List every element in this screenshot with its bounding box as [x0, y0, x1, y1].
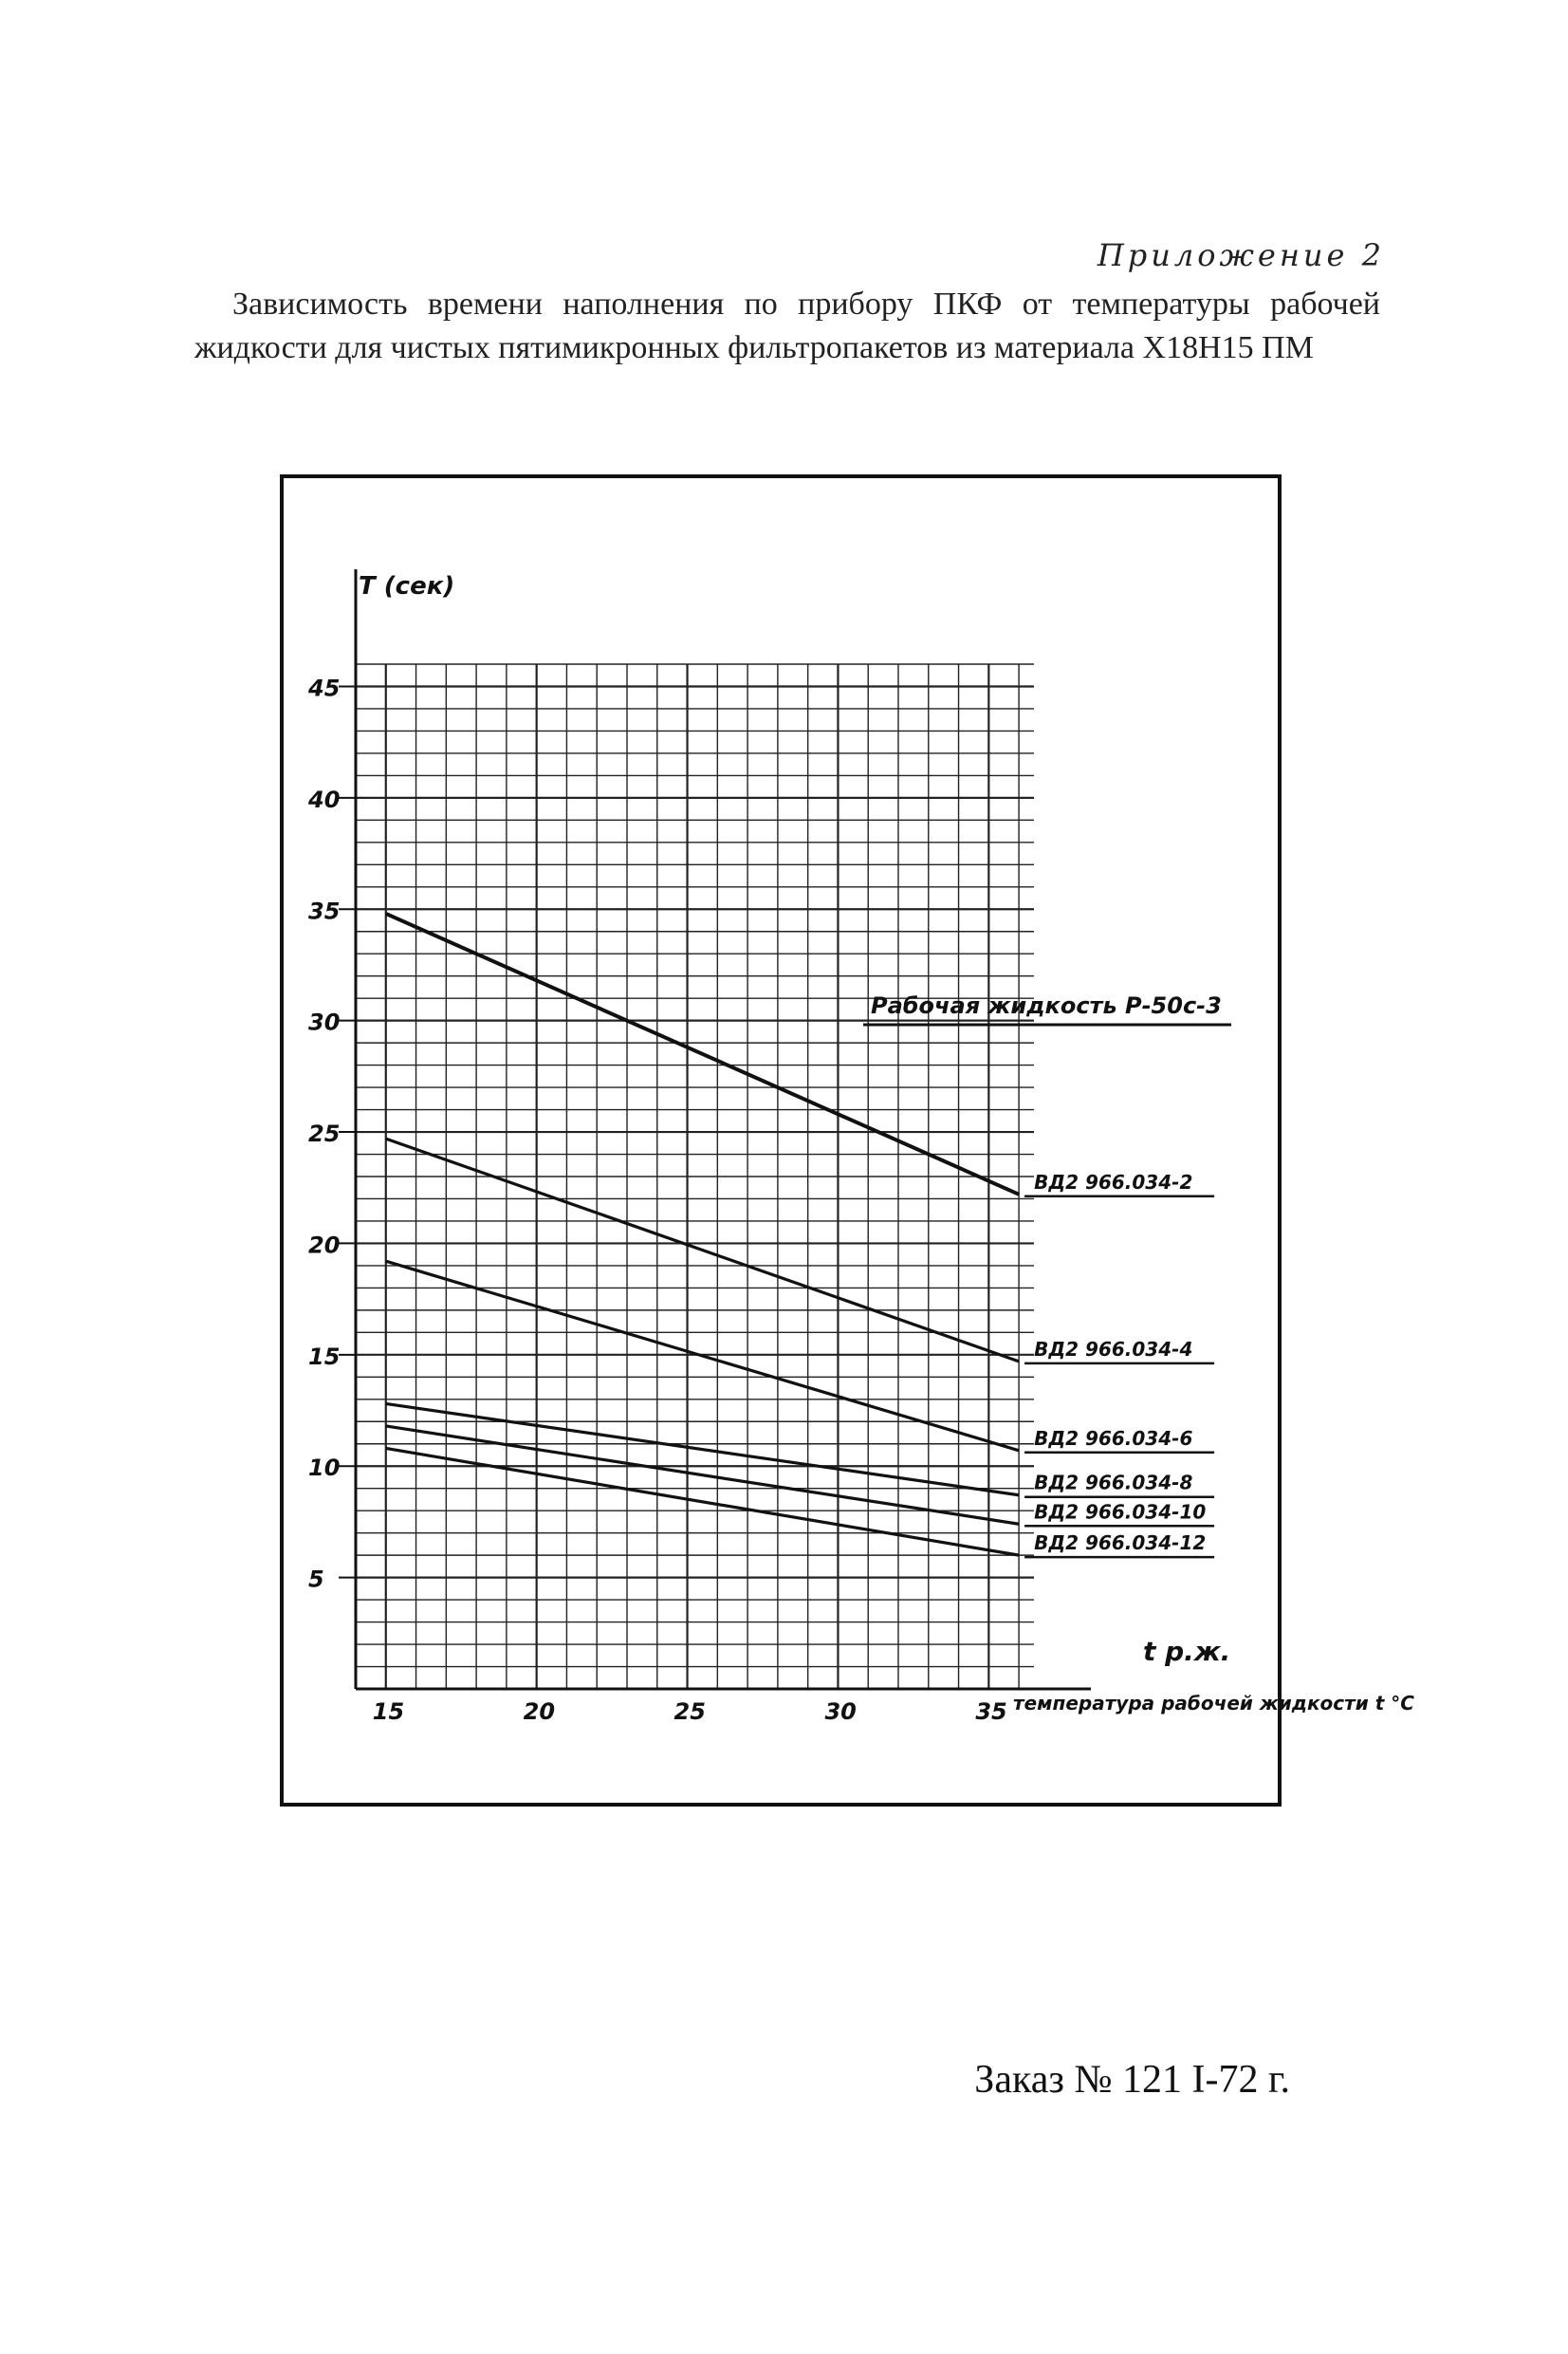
series-label: ВД2 966.034-6: [1034, 1426, 1193, 1450]
x-tick-label: 25: [673, 1698, 706, 1725]
y-tick-label: 25: [308, 1121, 341, 1148]
y-tick-label: 5: [308, 1566, 324, 1593]
series-label: ВД2 966.034-12: [1034, 1531, 1207, 1555]
series-label: ВД2 966.034-10: [1034, 1500, 1207, 1524]
appendix-label: Приложение 2: [1097, 237, 1385, 273]
x-axis-symbol: t р.ж.: [1143, 1636, 1231, 1667]
series-label: ВД2 966.034-2: [1034, 1170, 1193, 1194]
y-tick-label: 45: [308, 675, 341, 702]
axes: [356, 569, 1091, 1689]
x-tick-label: 20: [523, 1698, 556, 1725]
y-tick-label: 10: [308, 1455, 341, 1482]
y-tick-label: 15: [308, 1343, 341, 1370]
annotation-fluid: Рабочая жидкость Р-50с-3: [871, 992, 1222, 1019]
chart-frame: [282, 476, 1280, 1805]
series-line: [386, 1448, 1019, 1555]
chart-caption: Зависимость времени наполнения по прибору ПКФ от температуры рабочей жидкости для чистых пятимикронных фильтропакетов из материала Х18Н15 ПМ: [194, 287, 1380, 365]
x-axis-label: [1013, 1692, 1414, 1715]
y-tick-label: 30: [308, 1009, 341, 1036]
grid: [356, 664, 1034, 1689]
x-tick-label: 35: [975, 1698, 1007, 1725]
order-footer: Заказ № 121 I-72 г.: [974, 2058, 1290, 2102]
x-tick-label: 30: [824, 1698, 857, 1725]
y-tick-label: 20: [308, 1232, 341, 1259]
series-labels: [1024, 1171, 1214, 1557]
series-line: [386, 1403, 1019, 1494]
series-line: [386, 914, 1019, 1195]
series-label: ВД2 966.034-4: [1034, 1337, 1193, 1361]
y-axis-label: Т (сек): [359, 572, 455, 601]
series-label: ВД2 966.034-8: [1034, 1471, 1193, 1494]
y-tick-label: 40: [308, 786, 341, 813]
series-line: [386, 1426, 1019, 1524]
x-axis-label-text: температура рабочей жидкости t °C: [1013, 1692, 1414, 1715]
y-tick-label: 35: [308, 898, 341, 925]
x-tick-label: 15: [372, 1698, 405, 1725]
series-line: [386, 1139, 1019, 1362]
